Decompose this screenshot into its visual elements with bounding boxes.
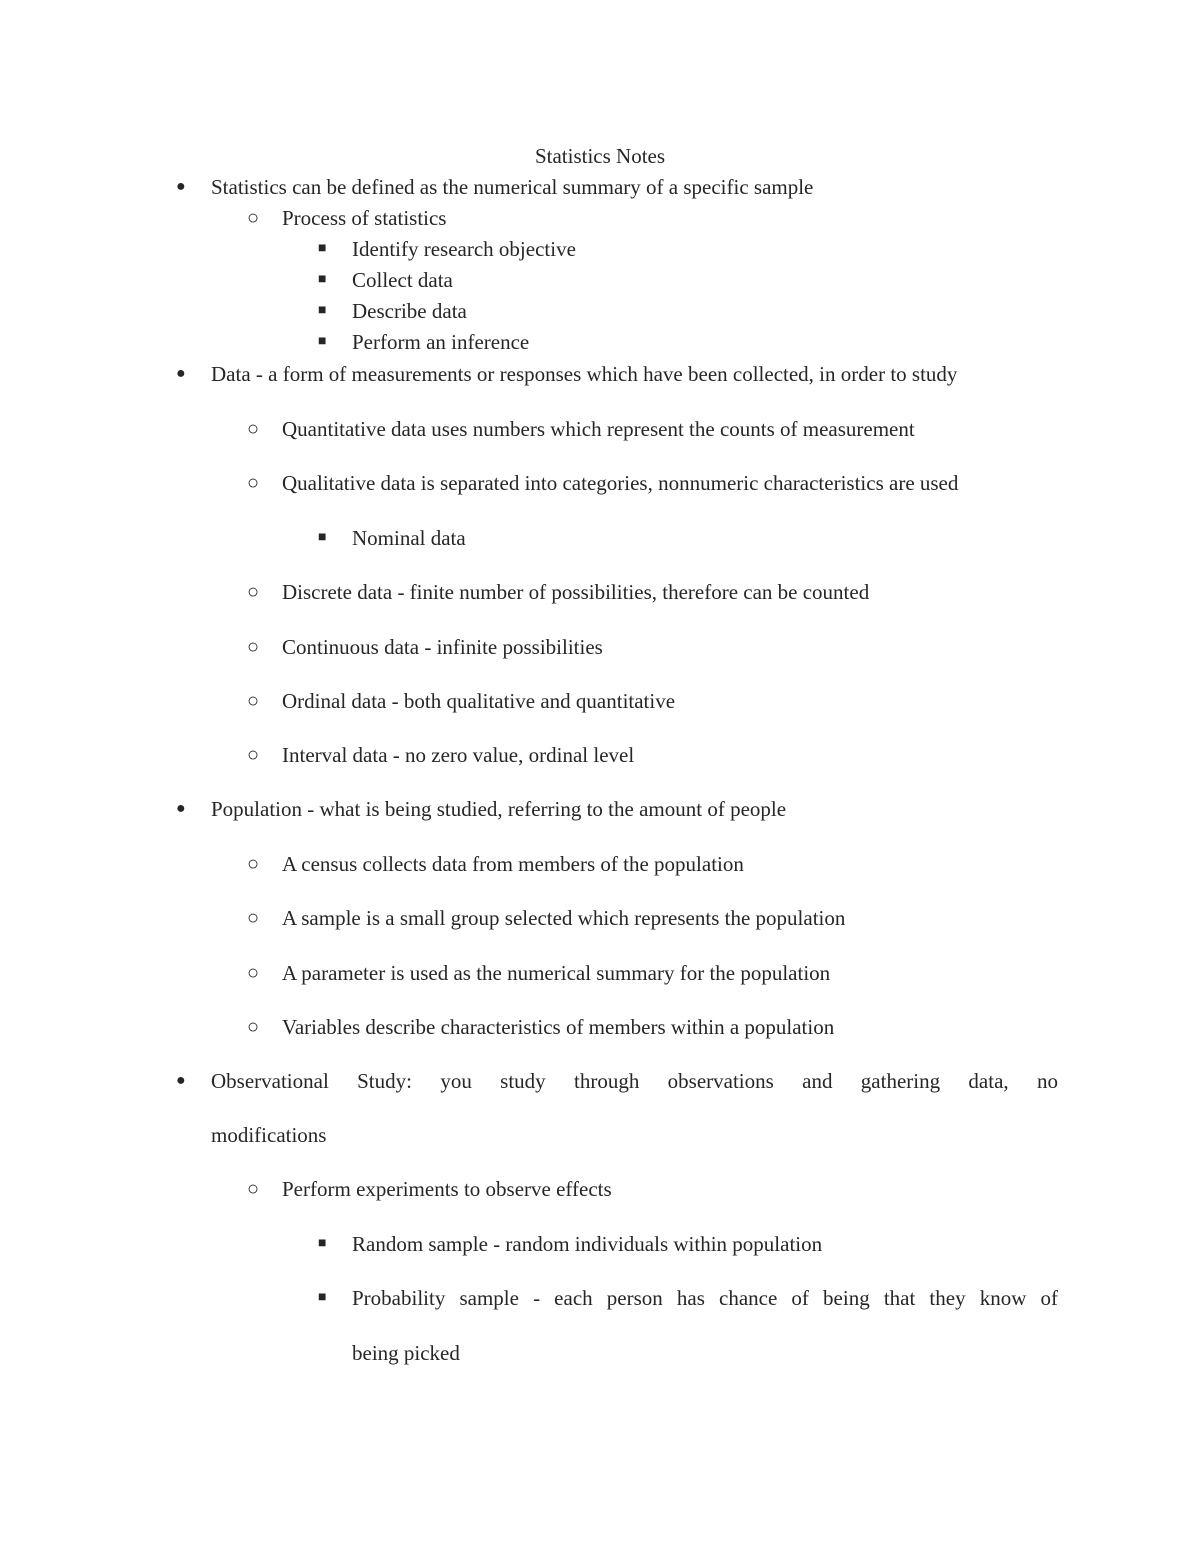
list-item: Perform experiments to observe effects <box>282 1177 612 1201</box>
list-item: Discrete data - finite number of possibilities, therefore can be counted <box>282 580 870 604</box>
list-item: Interval data - no zero value, ordinal level <box>282 743 635 767</box>
bullet-square-icon: ■ <box>318 1290 327 1305</box>
list-item: Describe data <box>352 299 467 323</box>
bullet-square-icon: ■ <box>318 530 327 545</box>
list-item: Probability sample - each person has chance of being that they know of <box>352 1286 1058 1310</box>
list-item: Observational Study: you study through observations and gathering data, no <box>211 1069 1058 1093</box>
list-item: A parameter is used as the numerical summary for the population <box>282 961 831 985</box>
bullet-circle-icon: ○ <box>247 690 260 712</box>
list-item: Continuous data - infinite possibilities <box>282 635 603 659</box>
bullet-circle-icon: ○ <box>247 1178 260 1200</box>
list-item: Data - a form of measurements or responses which have been collected, in order to study <box>211 362 958 386</box>
list-item: Ordinal data - both qualitative and quantitative <box>282 689 676 713</box>
list-item: Identify research objective <box>352 237 576 261</box>
bullet-circle-icon: ○ <box>247 962 260 984</box>
bullet-dot-icon: ● <box>176 178 186 195</box>
list-item: Statistics can be defined as the numerical summary of a specific sample <box>211 175 814 199</box>
bullet-circle-icon: ○ <box>247 418 260 440</box>
bullet-square-icon: ■ <box>318 1236 327 1251</box>
bullet-dot-icon: ● <box>176 1072 186 1089</box>
document-title: Statistics Notes <box>534 144 666 168</box>
list-item: Variables describe characteristics of members within a population <box>282 1015 835 1039</box>
list-item: A census collects data from members of the population <box>282 852 744 876</box>
bullet-circle-icon: ○ <box>247 636 260 658</box>
list-item: Process of statistics <box>282 206 447 230</box>
list-item: Population - what is being studied, referring to the amount of people <box>211 797 787 821</box>
bullet-circle-icon: ○ <box>247 581 260 603</box>
bullet-square-icon: ■ <box>318 272 327 287</box>
list-item: Quantitative data uses numbers which represent the counts of measurement <box>282 417 915 441</box>
bullet-square-icon: ■ <box>318 303 327 318</box>
bullet-square-icon: ■ <box>318 241 327 256</box>
list-item: Perform an inference <box>352 330 530 354</box>
bullet-dot-icon: ● <box>176 800 186 817</box>
list-item: A sample is a small group selected which represents the population <box>282 906 846 930</box>
bullet-square-icon: ■ <box>318 334 327 349</box>
list-item-continuation: being picked <box>352 1341 460 1365</box>
list-item: Qualitative data is separated into categories, nonnumeric characteristics are used <box>282 471 959 495</box>
bullet-circle-icon: ○ <box>247 853 260 875</box>
list-item: Random sample - random individuals within population <box>352 1232 823 1256</box>
bullet-dot-icon: ● <box>176 365 186 382</box>
list-item: Collect data <box>352 268 453 292</box>
list-item-continuation: modifications <box>211 1123 327 1147</box>
bullet-circle-icon: ○ <box>247 907 260 929</box>
bullet-circle-icon: ○ <box>247 207 260 229</box>
bullet-circle-icon: ○ <box>247 744 260 766</box>
bullet-circle-icon: ○ <box>247 472 260 494</box>
bullet-circle-icon: ○ <box>247 1016 260 1038</box>
list-item: Nominal data <box>352 526 466 550</box>
